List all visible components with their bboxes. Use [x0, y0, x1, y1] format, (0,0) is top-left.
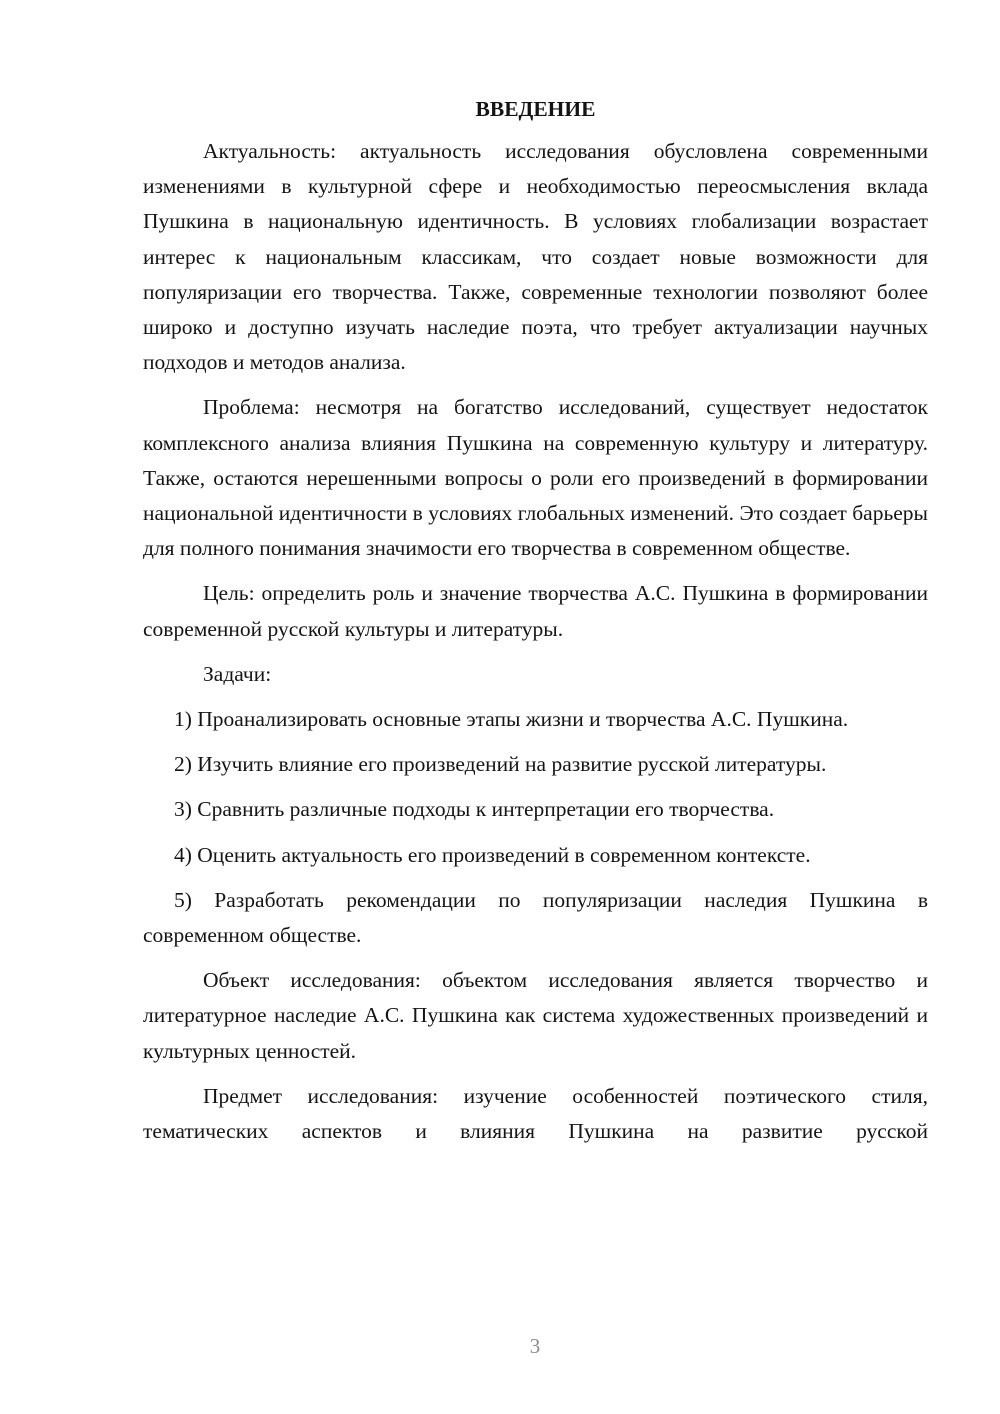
task-item: 5) Разработать рекомендации по популяризации наследия Пушкина в современном обществе. [143, 887, 928, 948]
paragraph-object: Объект исследования: объектом исследования является творчество и литературное наследие А.С. Пушкина как система художественных произведений и культурных ценностей. [143, 968, 928, 1063]
document-body [143, 92, 928, 1149]
task-item: 2) Изучить влияние его произведений на развитие русской литературы. [174, 752, 827, 777]
paragraph-subject: Предмет исследования: изучение особенностей поэтического стиля, тематических аспектов и влияния Пушкина на развитие русской [143, 1083, 928, 1144]
tasks-heading: Задачи: [203, 661, 272, 686]
paragraph-relevance: Актуальность: актуальность исследования обусловлена современными изменениями в культурной сфере и необходимостью переосмысления вклада Пушкина в национальную идентичность. В условиях глобализации возрастает интерес к национальным классикам, что создает новые возможности для популяризации его творчества. Также, современные технологии позволяют более широко и доступно изучать наследие поэта, что требует актуализации научных подходов и методов анализа. [143, 139, 928, 375]
page-number: 3 [529, 1334, 541, 1358]
task-item: 1) Проанализировать основные этапы жизни и творчества А.С. Пушкина. [174, 707, 849, 732]
task-item: 4) Оценить актуальность его произведений в современном контексте. [174, 842, 811, 867]
paragraph-goal: Цель: определить роль и значение творчества А.С. Пушкина в формировании современной русской культуры и литературы. [143, 581, 928, 641]
paragraph-problem: Проблема: несмотря на богатство исследований, существует недостаток комплексного анализа влияния Пушкина на современную культуру и литературу. Также, остаются нерешенными вопросы о роли его произведений в формировании национальной идентичности в условиях глобальных изменений. Это создает барьеры для полного понимания значимости его творчества в современном обществе. [143, 395, 928, 561]
section-title: ВВЕДЕНИЕ [475, 97, 596, 121]
task-item: 3) Сравнить различные подходы к интерпретации его творчества. [174, 797, 775, 822]
